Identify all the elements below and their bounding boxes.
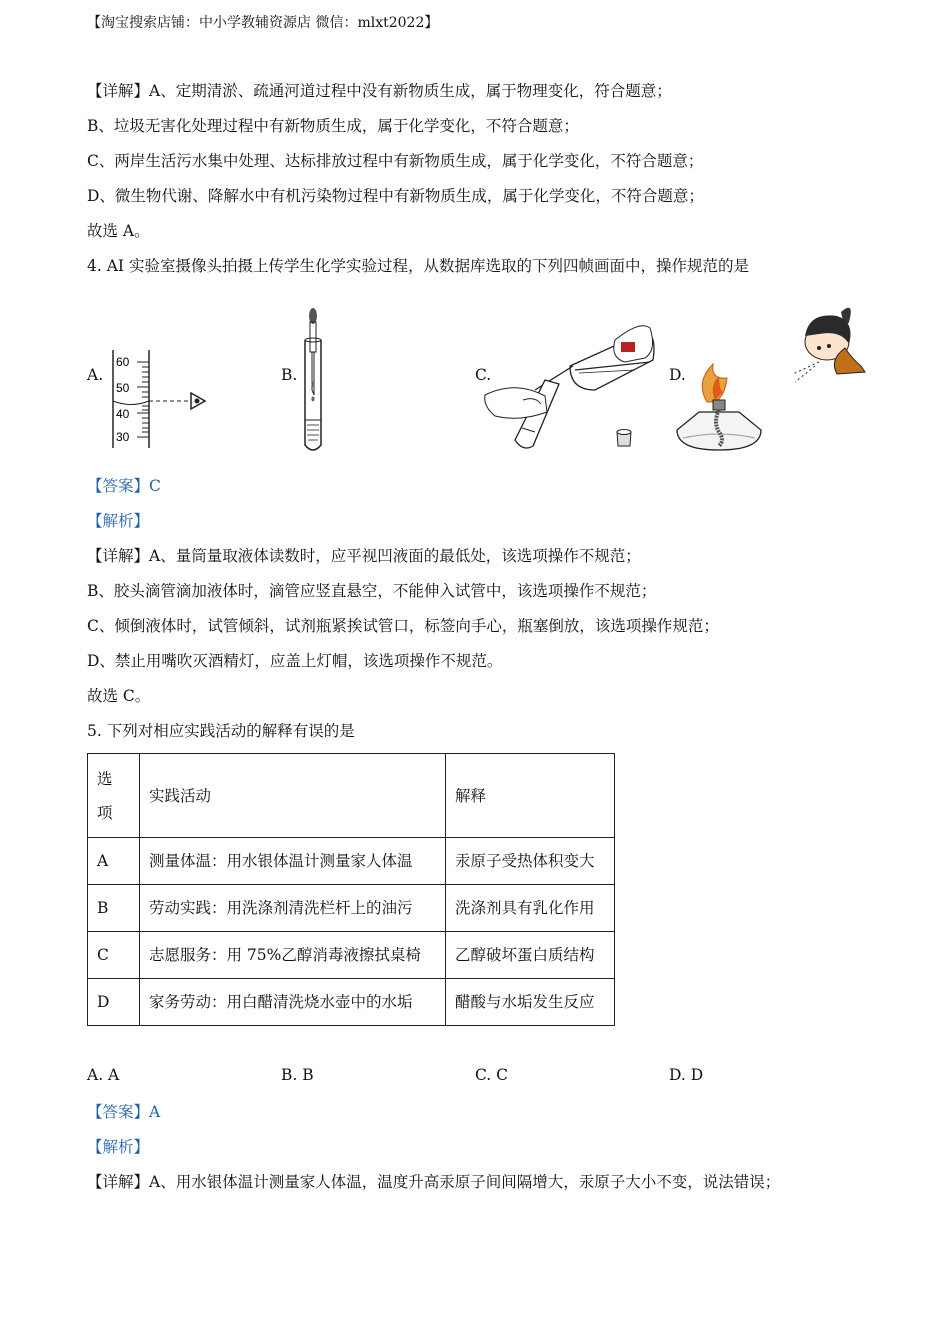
q4-stem: 4. AI 实验室摄像头拍摄上传学生化学实验过程，从数据库选取的下列四帧画面中，操作规范的是 (87, 257, 749, 275)
cell-activity: 家务劳动：用白醋清洗烧水壶中的水垢 (140, 979, 446, 1026)
shop-header: 【淘宝搜索店铺：中小学教辅资源店 微信：mlxt2022】 (87, 15, 439, 31)
figure-b (281, 300, 431, 460)
cell-activity: 测量体温：用水银体温计测量家人体温 (140, 838, 446, 885)
q4-detail-a: 【详解】A、量筒量取液体读数时，应平视凹液面的最低处，该选项操作不规范； (87, 547, 641, 565)
q5-detail-a: 【详解】A、用水银体温计测量家人体温，温度升高汞原子间间隔增大，汞原子大小不变，说法错误； (87, 1173, 781, 1191)
header-option: 选 项 (88, 754, 140, 838)
cell-option: B (88, 885, 140, 932)
cell-activity: 劳动实践：用洗涤剂清洗栏杆上的油污 (140, 885, 446, 932)
figure-a-label: A. (87, 366, 104, 384)
q4-detail-d: D、禁止用嘴吹灭酒精灯，应盖上灯帽，该选项操作不规范。 (87, 652, 503, 670)
q3-detail-c: C、两岸生活污水集中处理、达标排放过程中有新物质生成，属于化学变化，不符合题意； (87, 152, 704, 170)
q5-stem: 5. 下列对相应实践活动的解释有误的是 (87, 722, 355, 740)
table-row (88, 979, 615, 1026)
cell-option: D (88, 979, 140, 1026)
option-a: A. A (87, 1066, 120, 1084)
tick-40: 40 (116, 407, 130, 421)
graduated-cylinder-illustration (87, 300, 237, 460)
q5-table (87, 753, 615, 1026)
header-explanation: 解释 (446, 754, 615, 838)
header-activity: 实践活动 (140, 754, 446, 838)
q4-analysis-heading: 【解析】 (87, 512, 150, 530)
figure-c-label: C. (475, 366, 492, 384)
table-row (88, 885, 615, 932)
figure-c (475, 300, 665, 460)
option-b: B. B (281, 1066, 314, 1084)
cell-explanation: 醋酸与水垢发生反应 (446, 979, 615, 1026)
q3-detail-d: D、微生物代谢、降解水中有机污染物过程中有新物质生成，属于化学变化，不符合题意； (87, 187, 704, 205)
figure-d-label: D. (669, 366, 686, 384)
figure-b-label: B. (281, 366, 298, 384)
cell-explanation: 乙醇破坏蛋白质结构 (446, 932, 615, 979)
q4-detail-c: C、倾倒液体时，试管倾斜，试剂瓶紧挨试管口，标签向手心，瓶塞倒放，该选项操作规范； (87, 617, 719, 635)
tick-50: 50 (116, 381, 130, 395)
option-c: C. C (475, 1066, 509, 1084)
figure-a (87, 300, 237, 460)
option-d: D. D (669, 1066, 704, 1084)
cell-activity: 志愿服务：用 75%乙醇消毒液擦拭桌椅 (140, 932, 446, 979)
dropper-test-tube-illustration (281, 300, 431, 460)
cell-explanation: 汞原子受热体积变大 (446, 838, 615, 885)
cell-option: A (88, 838, 140, 885)
q3-conclusion: 故选 A。 (87, 222, 150, 240)
cell-explanation: 洗涤剂具有乳化作用 (446, 885, 615, 932)
table-row (88, 838, 615, 885)
tick-60: 60 (116, 355, 130, 369)
q3-detail-b: B、垃圾无害化处理过程中有新物质生成，属于化学变化，不符合题意； (87, 117, 579, 135)
tick-30: 30 (116, 430, 130, 444)
table-header-row (88, 754, 615, 838)
q4-answer: 【答案】C (87, 477, 161, 495)
q3-detail-a: 【详解】A、定期清淤、疏通河道过程中没有新物质生成，属于物理变化，符合题意； (87, 82, 672, 100)
q5-analysis-heading: 【解析】 (87, 1138, 150, 1156)
q4-detail-b: B、胶头滴管滴加液体时，滴管应竖直悬空，不能伸入试管中，该选项操作不规范； (87, 582, 657, 600)
cell-option: C (88, 932, 140, 979)
q4-figures (87, 300, 867, 460)
pouring-liquid-illustration (475, 300, 665, 460)
q4-conclusion: 故选 C。 (87, 687, 151, 705)
table-row (88, 932, 615, 979)
figure-d (669, 300, 867, 460)
q5-answer: 【答案】A (87, 1103, 161, 1121)
alcohol-lamp-illustration (669, 300, 867, 460)
